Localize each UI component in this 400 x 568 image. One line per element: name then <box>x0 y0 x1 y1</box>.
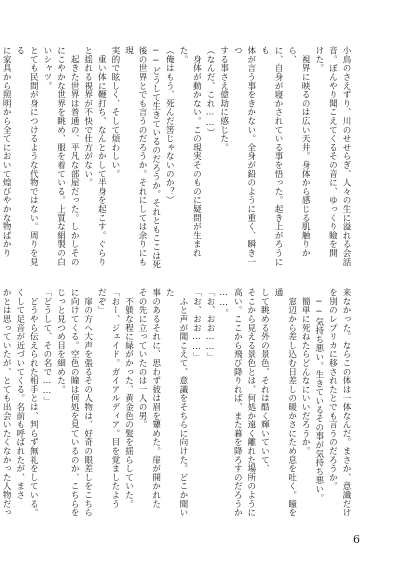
text-column: 後の世界とでも言うのだろうか。それにしては余りにも現 <box>123 46 148 266</box>
text-column: どうやら伝えられた相手とは、判らず無礼をしている。 <box>28 288 39 517</box>
text-column: 重い体に鞭打ち、なんとかして半身を起こす。ぐらり <box>96 46 107 266</box>
text-column: する事さえ億劫に感じた。 <box>218 46 229 152</box>
text-column: 「どうして、その名で……」 <box>41 288 52 406</box>
page-number: 6 <box>353 533 360 546</box>
text-column: 実的で眩しく、そして煩わしい。 <box>109 46 120 178</box>
text-column: ふと声が聞こえて、意識をそちらに向けた。どこか聞いた <box>164 288 188 517</box>
text-column: ……。 <box>218 288 229 318</box>
text-column: に向けてくる。空色の瞳は何処を見ているのか、こちらを <box>69 288 80 517</box>
text-column: 窓辺から差し込む日差しの暖かさにため息を吐く。瞳を通 <box>273 288 297 517</box>
text-column: けた。 <box>313 46 324 73</box>
text-column: 来なかった。ならこの体は一体なんだ。まさか、意識だけ <box>341 288 351 517</box>
text-column: 「お、おお……」 <box>205 288 216 362</box>
text-column: 「おー、ジェイド。ガイアルディア。目を覚ましたよう <box>109 288 120 508</box>
text-column: 高い。ここから飛び降りれば、また暮を降ろすのだろうか <box>232 288 243 517</box>
text-column: かとは思っていたが、とても出会いたくなかった人物だっ <box>1 288 12 517</box>
text-block-lower <box>1 288 352 518</box>
text-column: 音。ぼんやり聞こえてくるその音に、ゆっくり瞼を開 <box>327 46 338 258</box>
text-column: に、自身が寝かされている事を悟った。起き上がろうにも <box>259 46 284 266</box>
text-column: 不躾な程に緑がかった、黄金色の髪を揺らしていた。 <box>123 288 134 508</box>
text-column: 体が言う事をきかない。全身が鉛のように重く、瞬き一つ <box>232 46 256 266</box>
text-column: 起きた世界は普通の、平凡な部屋だった。しかしその <box>69 46 80 266</box>
text-column: 扉の方へ大声を張るその人物は、好奇の眼差しをこちら <box>82 288 93 517</box>
text-column: ──どうして生きているのだろうか。それともここは死 <box>150 46 161 269</box>
text-column: じっと見つめ目を細めた。 <box>55 288 66 394</box>
text-block-upper <box>1 46 352 272</box>
text-column: だぞ」 <box>96 288 107 315</box>
text-column: 視界に映るのは広い天井。身体から感じる肌触りから、 <box>286 46 311 258</box>
text-column: 簡単に死ねたらどんなにいいだろうか。 <box>300 288 311 456</box>
text-column: 「お、おお……」 <box>191 288 202 362</box>
text-column: （俺はもう、死んだ筈じゃないのか？） <box>164 46 175 205</box>
text-column: 小鳥のさえずり、川のせせらぎ、人々の生に溢れる会話 <box>341 46 351 266</box>
text-column: 事のあるそれに、思わず彼は眉を顰めた。扉が開かれた <box>150 288 161 508</box>
text-column: ──気持ち悪い。生きているその事が気持ち悪い。 <box>313 288 324 502</box>
text-column: にこやかな世界を眺め、服を着ている。上質な絹製の白いシャツ。 <box>41 46 66 266</box>
text-column: と揺れる視界が不快で仕方がない。 <box>82 46 93 187</box>
text-column: （なんだ、これ……） <box>205 46 216 137</box>
text-column: に家具から照明から全てにおいて煌びやかな物ばかり <box>1 46 12 258</box>
text-column: 身体が動かない。この現実そのものに疑問が生まれた。 <box>177 46 202 258</box>
text-column: して眺める外の景色、それは酷く輝いていて、 <box>259 288 270 473</box>
text-column: その先に立っていたのは一人の男。 <box>137 288 148 429</box>
text-column: そこから見える景色とは、何処か遠く離れた場所のように <box>245 288 256 517</box>
text-column: を別のレプリカに移されたとでも言うのだろうか。 <box>327 288 338 491</box>
text-column: とても民間が身につけるような代物ではない。周りを見る <box>14 46 39 266</box>
text-column: くして足音が近づいてくる。名前も呼ばれたが、まさ <box>14 288 25 500</box>
